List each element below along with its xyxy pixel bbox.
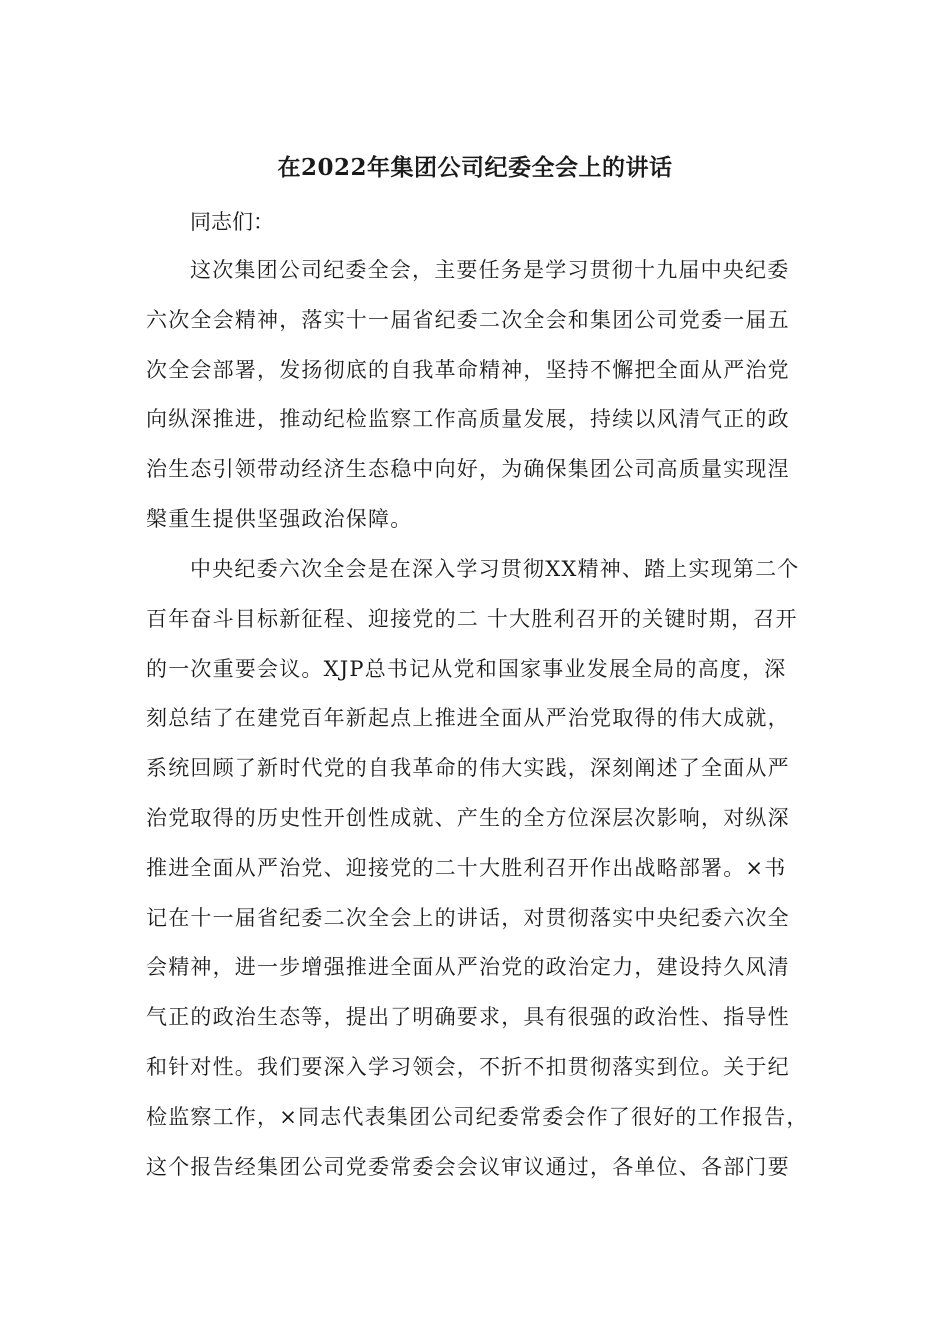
paragraph-line: 和针对性。我们要深入学习领会，不折不扣贯彻落实到位。关于纪	[146, 1054, 790, 1079]
paragraph-line: 会精神，进一步增强推进全面从严治党的政治定力，建设持久风清	[146, 955, 790, 980]
paragraph-line: 的一次重要会议。XJP总书记从党和国家事业发展全局的高度，深	[146, 656, 787, 681]
paragraph-line: 治生态引领带动经济生态稳中向好，为确保集团公司高质量实现涅	[146, 457, 790, 482]
paragraph-line: 刻总结了在建党百年新起点上推进全面从严治党取得的伟大成就，	[146, 706, 790, 731]
paragraph-line: 治党取得的历史性开创性成就、产生的全方位深层次影响，对纵深	[146, 805, 790, 830]
paragraph-line: 次全会部署，发扬彻底的自我革命精神，坚持不懈把全面从严治党	[146, 357, 790, 382]
paragraph-line: 这个报告经集团公司党委常委会会议审议通过，各单位、各部门要	[146, 1154, 790, 1179]
paragraph-line: 中央纪委六次全会是在深入学习贯彻XX精神、踏上实现第二个	[190, 557, 800, 581]
paragraph-2	[146, 545, 808, 1192]
paragraph-line: 向纵深推进，推动纪检监察工作高质量发展，持续以风清气正的政	[146, 407, 790, 432]
paragraph-line: 槃重生提供坚强政治保障。	[146, 506, 413, 531]
document-title: 在2022年集团公司纪委全会上的讲话	[277, 154, 673, 181]
paragraph-line: 记在十一届省纪委二次全会上的讲话，对贯彻落实中央纪委六次全	[146, 905, 790, 930]
paragraph-line: 系统回顾了新时代党的自我革命的伟大实践，深刻阐述了全面从严	[146, 756, 790, 781]
paragraph-line: 百年奋斗目标新征程、迎接党的二 十大胜利召开的关键时期，召开	[146, 606, 798, 631]
salutation: 同志们：	[190, 210, 274, 234]
paragraph-line: 这次集团公司纪委全会，主要任务是学习贯彻十九届中央纪委	[190, 258, 790, 282]
paragraph-line: 推进全面从严治党、迎接党的二十大胜利召开作出战略部署。×书	[146, 855, 787, 880]
paragraph-line: 六次全会精神，落实十一届省纪委二次全会和集团公司党委一届五	[146, 307, 790, 332]
paragraph-line: 检监察工作，×同志代表集团公司纪委常委会作了很好的工作报告，	[146, 1104, 809, 1129]
paragraph-1	[146, 246, 808, 545]
paragraph-line: 气正的政治生态等，提出了明确要求，具有很强的政治性、指导性	[146, 1005, 790, 1030]
